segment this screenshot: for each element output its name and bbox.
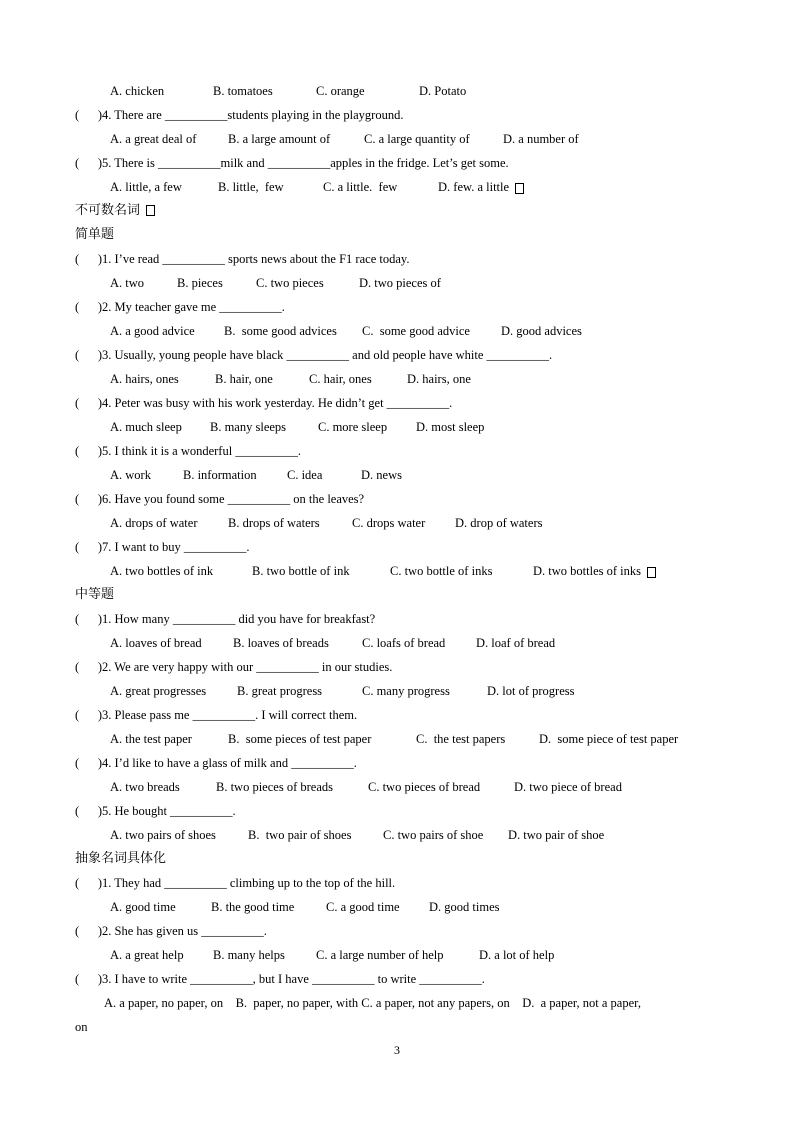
page-number: 3 bbox=[394, 1043, 400, 1057]
answer-option: C. more sleep bbox=[318, 420, 388, 434]
answer-option: B. loaves of breads bbox=[233, 636, 329, 650]
answer-paren: ( ) bbox=[75, 300, 103, 314]
answer-option: B. pieces bbox=[177, 276, 223, 290]
answer-option: B. many helps bbox=[213, 948, 285, 962]
answer-paren: ( ) bbox=[75, 444, 103, 458]
answer-option: A. loaves of bread bbox=[110, 636, 202, 650]
answer-option: B. great progress bbox=[237, 684, 323, 698]
section-heading-text: 抽象名词具体化 bbox=[75, 851, 167, 866]
answer-option: C. idea bbox=[287, 468, 323, 482]
answer-option: C. two pieces bbox=[256, 276, 324, 290]
answer-option: B. some good advices bbox=[224, 324, 337, 338]
question-text: 5. There is __________milk and __________apples in the fridge. Let’s get some. bbox=[102, 156, 509, 170]
section-heading-text: 中等题 bbox=[75, 587, 115, 602]
section-heading bbox=[75, 851, 166, 867]
section-heading bbox=[75, 203, 155, 219]
answer-option: C. the test papers bbox=[416, 732, 506, 746]
checkbox-mark-icon bbox=[647, 567, 656, 578]
question-text: 3. Usually, young people have black __________ and old people have white __________. bbox=[102, 348, 553, 362]
answer-option: B. little, few bbox=[218, 180, 284, 194]
answer-option: A. two pairs of shoes bbox=[110, 828, 216, 842]
section-heading-text: 简单题 bbox=[75, 227, 115, 242]
answer-option: B. a large amount of bbox=[228, 132, 331, 146]
section-heading bbox=[75, 227, 114, 243]
answer-option: B. tomatoes bbox=[213, 84, 273, 98]
answer-option: A. work bbox=[110, 468, 151, 482]
answer-option: C. two bottle of inks bbox=[390, 564, 493, 578]
answer-option: A. the test paper bbox=[110, 732, 192, 746]
answer-paren: ( ) bbox=[75, 924, 103, 938]
answer-option: D. news bbox=[361, 468, 402, 482]
answer-option: B. many sleeps bbox=[210, 420, 287, 434]
answer-option: B. two pair of shoes bbox=[248, 828, 352, 842]
answer-option: D. Potato bbox=[419, 84, 467, 98]
answer-paren: ( ) bbox=[75, 756, 103, 770]
answer-option: C. many progress bbox=[362, 684, 450, 698]
answer-paren: ( ) bbox=[75, 660, 103, 674]
answer-paren: ( ) bbox=[75, 156, 103, 170]
answer-option: B. drops of waters bbox=[228, 516, 320, 530]
answer-option: D. drop of waters bbox=[455, 516, 543, 530]
answer-option: C. hair, ones bbox=[309, 372, 372, 386]
answer-option: D. loaf of bread bbox=[476, 636, 556, 650]
question-text: 3. I have to write __________, but I have __________ to write __________. bbox=[102, 972, 485, 986]
question-text: 5. He bought __________. bbox=[102, 804, 236, 818]
answer-paren: ( ) bbox=[75, 492, 103, 506]
answer-option: A. a great help bbox=[110, 948, 184, 962]
answer-option: C. loafs of bread bbox=[362, 636, 446, 650]
answer-option: A. much sleep bbox=[110, 420, 182, 434]
question-text: 4. There are __________students playing in the playground. bbox=[102, 108, 404, 122]
answer-option: C. two pieces of bread bbox=[368, 780, 481, 794]
answer-paren: ( ) bbox=[75, 876, 103, 890]
answer-option: A. good time bbox=[110, 900, 176, 914]
question-text: 2. My teacher gave me __________. bbox=[102, 300, 285, 314]
question-text: 2. She has given us __________. bbox=[102, 924, 267, 938]
section-heading bbox=[75, 587, 114, 603]
answer-paren: ( ) bbox=[75, 708, 103, 722]
answer-option: B. some pieces of test paper bbox=[228, 732, 372, 746]
answer-paren: ( ) bbox=[75, 348, 103, 362]
answer-option: C. some good advice bbox=[362, 324, 470, 338]
answer-option: D. most sleep bbox=[416, 420, 485, 434]
answer-paren: ( ) bbox=[75, 612, 103, 626]
answer-option: D. two pieces of bbox=[359, 276, 441, 290]
answer-option: D. good times bbox=[429, 900, 500, 914]
question-text: 2. We are very happy with our __________ in our studies. bbox=[102, 660, 393, 674]
answer-option: A. two bbox=[110, 276, 145, 290]
answer-option: D. hairs, one bbox=[407, 372, 471, 386]
answer-option: C. a good time bbox=[326, 900, 400, 914]
answer-option: C. a large number of help bbox=[316, 948, 444, 962]
answer-paren: ( ) bbox=[75, 252, 103, 266]
answer-option: B. the good time bbox=[211, 900, 295, 914]
answer-paren: ( ) bbox=[75, 108, 103, 122]
question-text: 1. I’ve read __________ sports news about the F1 race today. bbox=[102, 252, 410, 266]
answer-option: B. two bottle of ink bbox=[252, 564, 350, 578]
checkbox-mark-icon bbox=[515, 183, 524, 194]
answer-option: A. two breads bbox=[110, 780, 180, 794]
answer-option: A. a great deal of bbox=[110, 132, 197, 146]
answer-option: D. a lot of help bbox=[479, 948, 555, 962]
answer-option: C. drops water bbox=[352, 516, 426, 530]
question-text: 6. Have you found some __________ on the leaves? bbox=[102, 492, 365, 506]
answer-option: A. chicken bbox=[110, 84, 165, 98]
question-text: 1. How many __________ did you have for breakfast? bbox=[102, 612, 376, 626]
answer-option: D. a number of bbox=[503, 132, 579, 146]
answer-option: A. little, a few bbox=[110, 180, 182, 194]
answer-option: B. hair, one bbox=[215, 372, 273, 386]
answer-option: A. two bottles of ink bbox=[110, 564, 214, 578]
answer-paren: ( ) bbox=[75, 396, 103, 410]
answer-option: D. lot of progress bbox=[487, 684, 575, 698]
answer-option: B. information bbox=[183, 468, 257, 482]
answer-option: C. a little. few bbox=[323, 180, 398, 194]
answer-option: C. two pairs of shoe bbox=[383, 828, 484, 842]
checkbox-mark-icon bbox=[146, 205, 155, 216]
question-text: 4. I’d like to have a glass of milk and __________. bbox=[102, 756, 357, 770]
answer-option: A. great progresses bbox=[110, 684, 207, 698]
answer-option: D. two bottles of inks bbox=[533, 563, 656, 579]
answer-option: A. drops of water bbox=[110, 516, 198, 530]
question-text: 3. Please pass me __________. I will correct them. bbox=[102, 708, 358, 722]
answer-option: B. two pieces of breads bbox=[216, 780, 333, 794]
answer-option: C. a large quantity of bbox=[364, 132, 470, 146]
answer-option: D. two pair of shoe bbox=[508, 828, 605, 842]
question-text: 4. Peter was busy with his work yesterday. He didn’t get __________. bbox=[102, 396, 453, 410]
answer-option: D. good advices bbox=[501, 324, 582, 338]
question-text: 7. I want to buy __________. bbox=[102, 540, 250, 554]
question-text: 5. I think it is a wonderful __________. bbox=[102, 444, 301, 458]
section-heading-text: 不可数名词 bbox=[75, 203, 141, 218]
answer-option: D. some piece of test paper bbox=[539, 732, 679, 746]
answer-option: D. two piece of bread bbox=[514, 780, 622, 794]
answer-option: A. hairs, ones bbox=[110, 372, 179, 386]
answer-paren: ( ) bbox=[75, 972, 103, 986]
answer-option: D. few. a little bbox=[438, 179, 524, 195]
question-text: 1. They had __________ climbing up to the top of the hill. bbox=[102, 876, 396, 890]
answer-paren: ( ) bbox=[75, 804, 103, 818]
answer-option: on bbox=[75, 1020, 88, 1034]
answer-option: A. a good advice bbox=[110, 324, 195, 338]
answer-option: A. a paper, no paper, on B. paper, no paper, with C. a paper, not any papers, on D. a paper, not a paper, bbox=[104, 996, 641, 1010]
answer-paren: ( ) bbox=[75, 540, 103, 554]
answer-option: C. orange bbox=[316, 84, 365, 98]
